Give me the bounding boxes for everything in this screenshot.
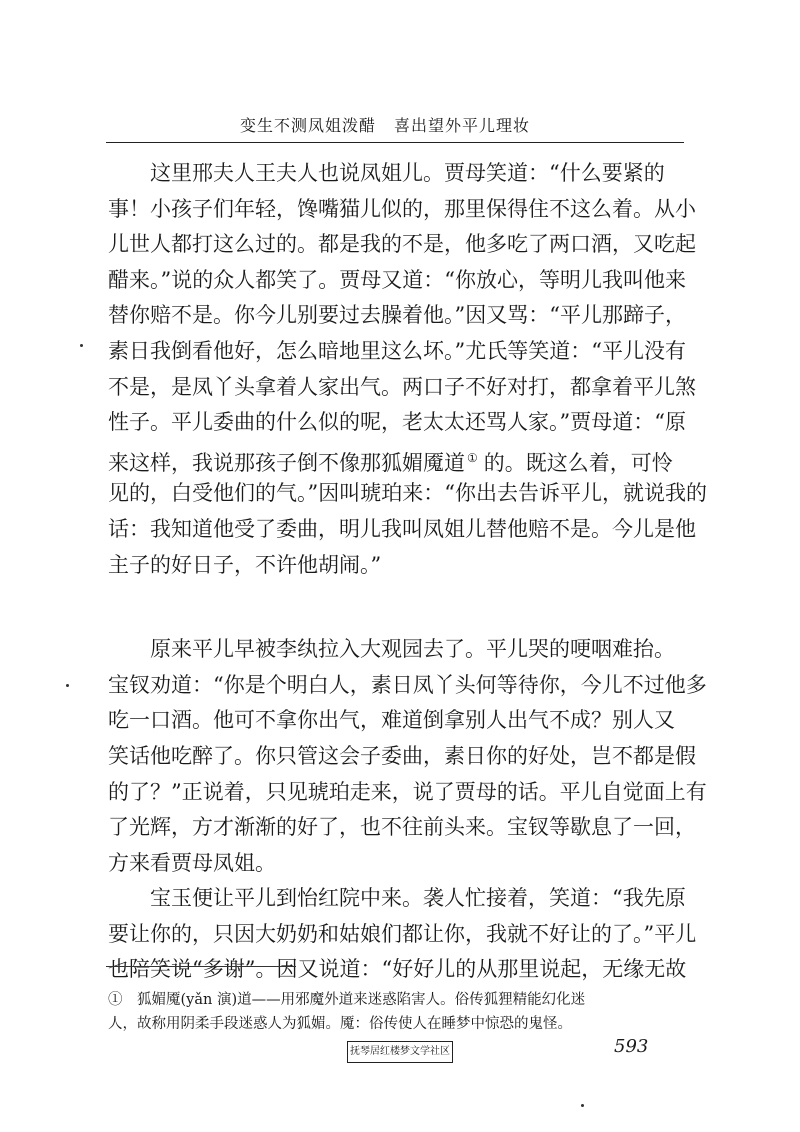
footnote [108,988,690,1036]
text-line: 这里邢夫人王夫人也说凤姐儿。贾母笑道：“什么要紧的 [108,161,665,185]
text-line: 见的，白受他们的气。”因叫琥珀来：“你出去告诉平儿，就说我的 [108,481,707,506]
text-line: 事！小孩子们年轻，馋嘴猫儿似的，那里保得住不这么着。从小 [108,196,696,221]
text-line: 素日我倒看他好，怎么暗地里这么坏。”尤氏等笑道：“平儿没有 [108,338,686,363]
footnote-line: 人，故称用阴柔手段迷惑人为狐媚。魇：俗传使人在睡梦中惊恐的鬼怪。 [108,1016,572,1032]
text-line: 主子的好日子，不许他胡闹。” [108,552,382,577]
text-line: 的了？”正说着，只见琥珀走来，说了贾母的话。平儿自觉面上有 [108,779,707,804]
text-line: 宝玉便让平儿到怡红院中来。袭人忙接着，笑道：“我先原 [108,886,686,911]
scan-speck [80,344,83,347]
text-line: 了光辉，方才渐渐的好了，也不往前头来。宝钗等歇息了一回， [108,815,696,840]
text-line: 方来看贾母凤姐。 [108,850,276,875]
footnote-line: ① 狐媚魇(yǎn 演)道——用邪魔外道来迷惑陷害人。俗传狐狸精能幻化迷 [108,992,586,1008]
footnote-marker: ① [467,450,478,465]
chapter-title-left: 变生不测凤姐泼醋 [240,116,377,135]
text-line: 笑话他吃醉了。你只管这会子委曲，素日你的好处，岂不都是假 [108,743,696,768]
text-line: 醋来。”说的众人都笑了。贾母又道：“你放心，等明儿我叫他来 [108,267,686,292]
text-line: 话：我知道他受了委曲，明儿我叫凤姐儿替他赔不是。今儿是他 [108,516,696,541]
scan-speck [581,1104,584,1107]
text-line: 吃一口酒。他可不拿你出气，难道倒拿别人出气不成？别人又 [108,708,675,733]
footnote-rule [106,966,296,967]
scan-speck [66,684,69,687]
text-line: 宝钗劝道：“你是个明白人，素日凤丫头何等待你，今儿不过他多 [108,672,707,697]
chapter-title-right: 喜出望外平儿理妆 [394,116,531,135]
text-line: 替你赔不是。你今儿别要过去臊着他。”因又骂：“平儿那蹄子， [108,303,686,328]
body-text [108,156,707,988]
watermark-stamp: 抚琴居红楼梦文学社区 [347,1041,453,1063]
text-line: 要让你的，只因大奶奶和姑娘们都让你，我就不好让的了。”平儿 [108,921,697,946]
text-segment: 的。既这么着，可怜 [483,450,673,475]
text-line [108,441,688,477]
text-segment: 来这样，我说那孩子倒不像那狐媚魇道 [108,450,465,475]
text-line: 原来平儿早被李纨拉入大观园去了。平儿哭的哽咽难抬。 [108,637,675,662]
text-line: 也陪笑说“多谢”。因又说道：“好好儿的从那里说起，无缘无故 [108,957,687,982]
text-line: 儿世人都打这么过的。都是我的不是，他多吃了两口酒，又吃起 [108,232,696,257]
text-line: 不是，是凤丫头拿着人家出气。两口子不好对打，都拿着平儿煞 [108,374,696,399]
header-rule [106,142,684,143]
page-number: 593 [614,1036,649,1057]
running-head [240,113,530,136]
text-line: 性子。平儿委曲的什么似的呢，老太太还骂人家。”贾母道：“原 [108,410,686,435]
paragraph-gap [108,583,688,632]
